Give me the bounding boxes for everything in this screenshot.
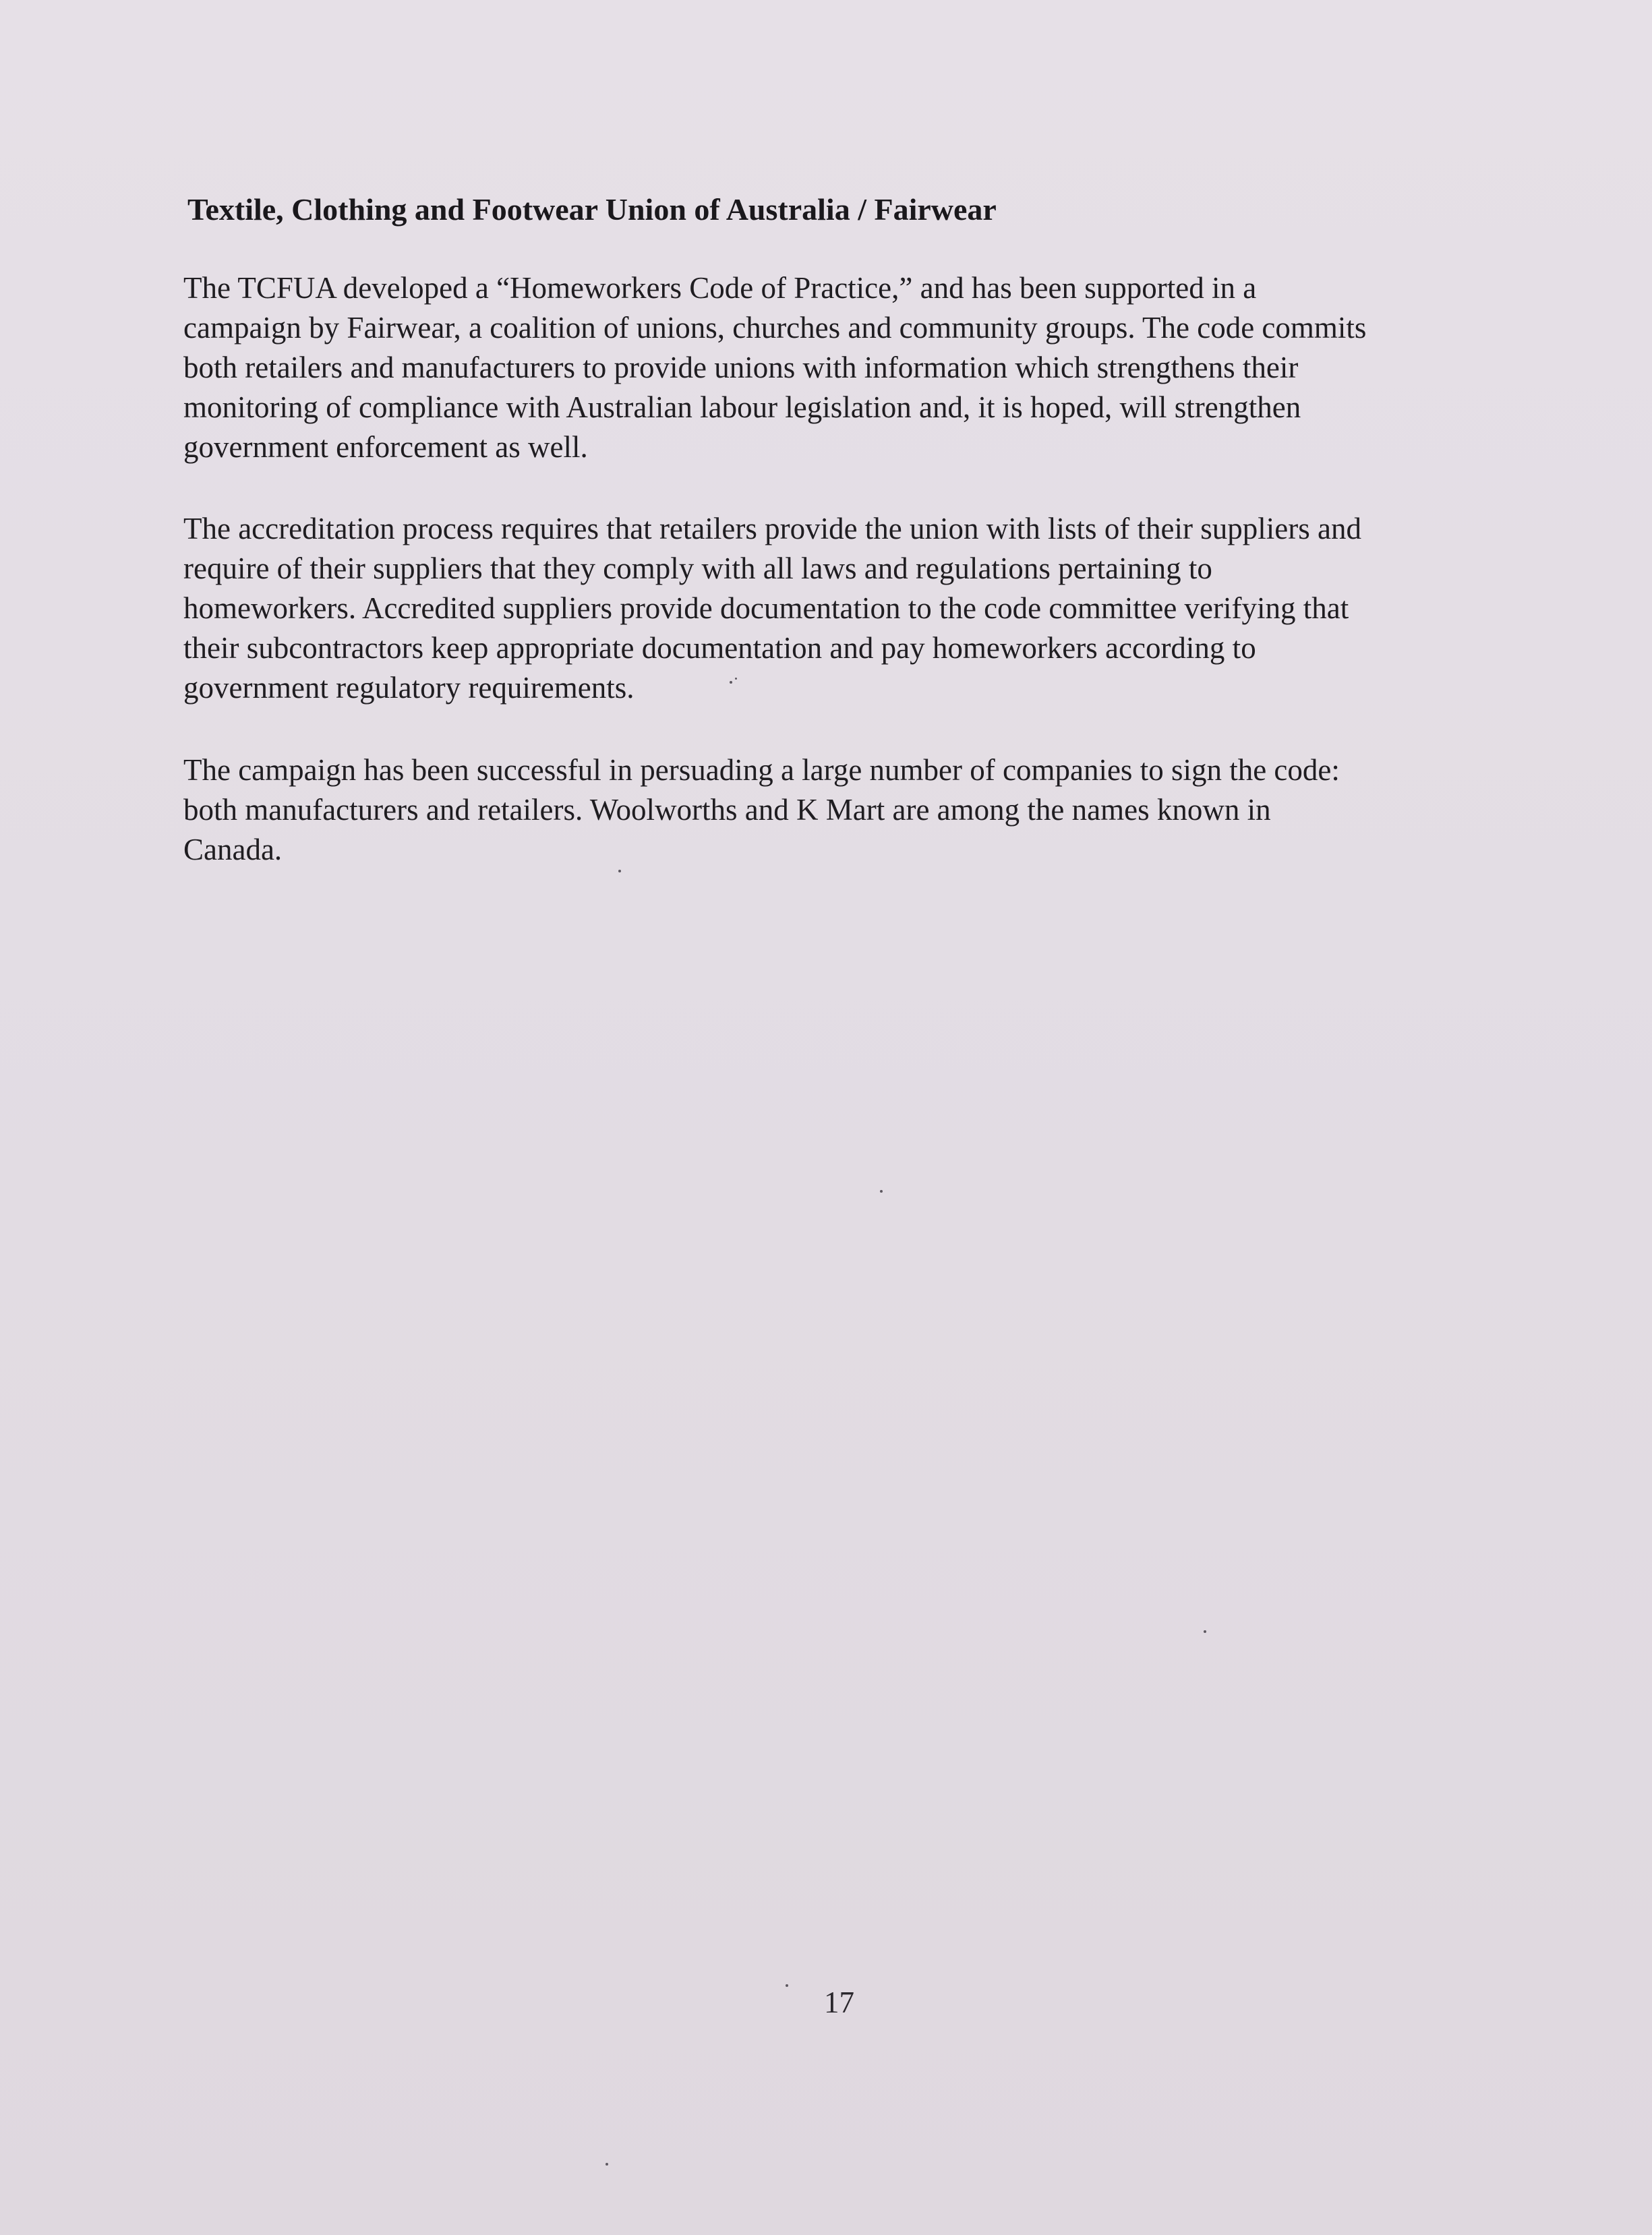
text-line: government enforcement as well. (183, 430, 588, 464)
text-line: homeworkers. Accredited suppliers provide documentation to the code committee verifying that (183, 591, 1349, 625)
section-heading: Textile, Clothing and Footwear Union of Australia / Fairwear (187, 192, 997, 227)
text-line: monitoring of compliance with Australian labour legislation and, it is hoped, will strengthen (183, 390, 1301, 424)
scan-speck (606, 2163, 608, 2166)
text-line: both retailers and manufacturers to provide unions with information which strengthens their (183, 351, 1299, 384)
text-line: their subcontractors keep appropriate documentation and pay homeworkers according to (183, 631, 1256, 665)
text-line: government regulatory requirements. (183, 671, 635, 705)
scan-speck (618, 870, 621, 872)
scan-speck (735, 678, 737, 680)
paragraph-code-of-practice (183, 268, 1366, 467)
paragraph-accreditation-process (183, 509, 1361, 708)
page-number: 17 (824, 1986, 854, 2019)
scan-speck (1204, 1630, 1206, 1633)
scan-speck (880, 1190, 883, 1193)
text-line: The campaign has been successful in persuading a large number of companies to sign the code: (183, 753, 1340, 787)
text-line: campaign by Fairwear, a coalition of unions, churches and community groups. The code commits (183, 311, 1367, 345)
text-line: both manufacturers and retailers. Woolworths and K Mart are among the names known in (183, 793, 1271, 827)
text-line: The TCFUA developed a “Homeworkers Code of Practice,” and has been supported in a (183, 271, 1257, 305)
text-line: require of their suppliers that they comply with all laws and regulations pertaining to (183, 552, 1212, 585)
scan-speck (786, 1984, 788, 1987)
scan-speck (730, 681, 732, 684)
paragraph-campaign-success (183, 750, 1340, 870)
text-line: The accreditation process requires that retailers provide the union with lists of their suppliers and (183, 512, 1361, 545)
text-line: Canada. (183, 833, 283, 866)
